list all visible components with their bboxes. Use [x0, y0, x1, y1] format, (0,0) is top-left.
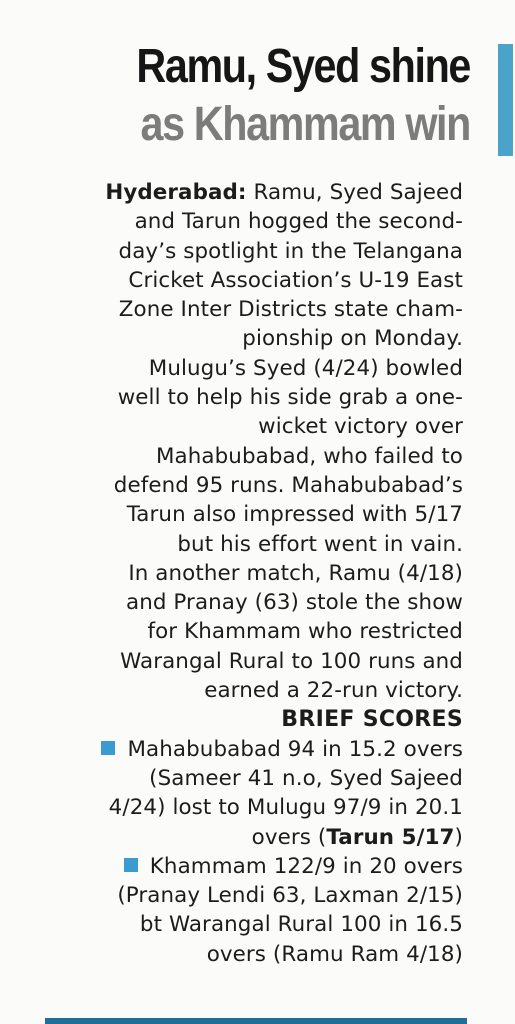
- square-bullet-icon: [101, 741, 115, 755]
- article-line: Mulugu’s Syed (4/24) bowled: [148, 355, 463, 381]
- bottom-rule: [45, 1018, 467, 1024]
- score-line: overs (Ramu Ram 4/18): [206, 941, 463, 967]
- headline-line-1: Ramu, Syed shine: [136, 40, 470, 93]
- score-line: [20, 735, 463, 764]
- score-text: Mahabubabad 94 in 15.2 overs: [127, 736, 463, 762]
- score-text: overs (: [251, 824, 327, 850]
- score-text: Khammam 122/9 in 20 overs: [149, 853, 463, 879]
- article-line: defend 95 runs. Mahabubabad’s: [113, 472, 463, 498]
- score-highlight: Tarun 5/17: [326, 824, 455, 850]
- article-line: Warangal Rural to 100 runs and: [120, 648, 463, 674]
- score-line: bt Warangal Rural 100 in 16.5: [139, 912, 463, 938]
- dateline: Hyderabad:: [105, 180, 247, 205]
- article-line: well to help his side grab a one-: [117, 385, 463, 411]
- score-line: (Sameer 41 n.o, Syed Sajeed: [149, 765, 463, 791]
- brief-scores-title: BRIEF SCORES: [281, 707, 463, 733]
- article-line: Tarun also impressed with 5/17: [126, 502, 463, 528]
- article-line: [20, 178, 463, 207]
- article-line: for Khammam who restricted: [147, 619, 463, 645]
- article-line: pionship on Monday.: [242, 326, 463, 352]
- article-line: Mahabubabad, who failed to: [156, 443, 463, 469]
- article-line: wicket victory over: [258, 414, 463, 440]
- score-line: 4/24) lost to Mulugu 97/9 in 20.1: [108, 795, 463, 821]
- article-body: [20, 178, 463, 969]
- score-text: ): [454, 824, 463, 850]
- article-line: and Pranay (63) stole the show: [125, 590, 463, 616]
- article-line: but his effort went in vain.: [177, 531, 463, 557]
- article-line: Zone Inter Districts state cham-: [118, 297, 463, 323]
- headline: [100, 38, 470, 154]
- article-line: earned a 22-run victory.: [204, 678, 463, 704]
- accent-bar: [498, 44, 513, 156]
- headline-line-2: as Khammam win: [140, 98, 470, 151]
- article-line: day’s spotlight in the Telangana: [118, 238, 463, 264]
- article-line-text: Ramu, Syed Sajeed: [253, 180, 463, 205]
- score-line: (Pranay Lendi 63, Laxman 2/15): [117, 883, 463, 909]
- score-line: [20, 852, 463, 881]
- square-bullet-icon: [124, 858, 138, 872]
- score-line: [20, 823, 463, 852]
- article-line: Cricket Association’s U-19 East: [128, 267, 463, 293]
- article-line: In another match, Ramu (4/18): [128, 560, 463, 586]
- article-line: and Tarun hogged the second-: [134, 209, 463, 235]
